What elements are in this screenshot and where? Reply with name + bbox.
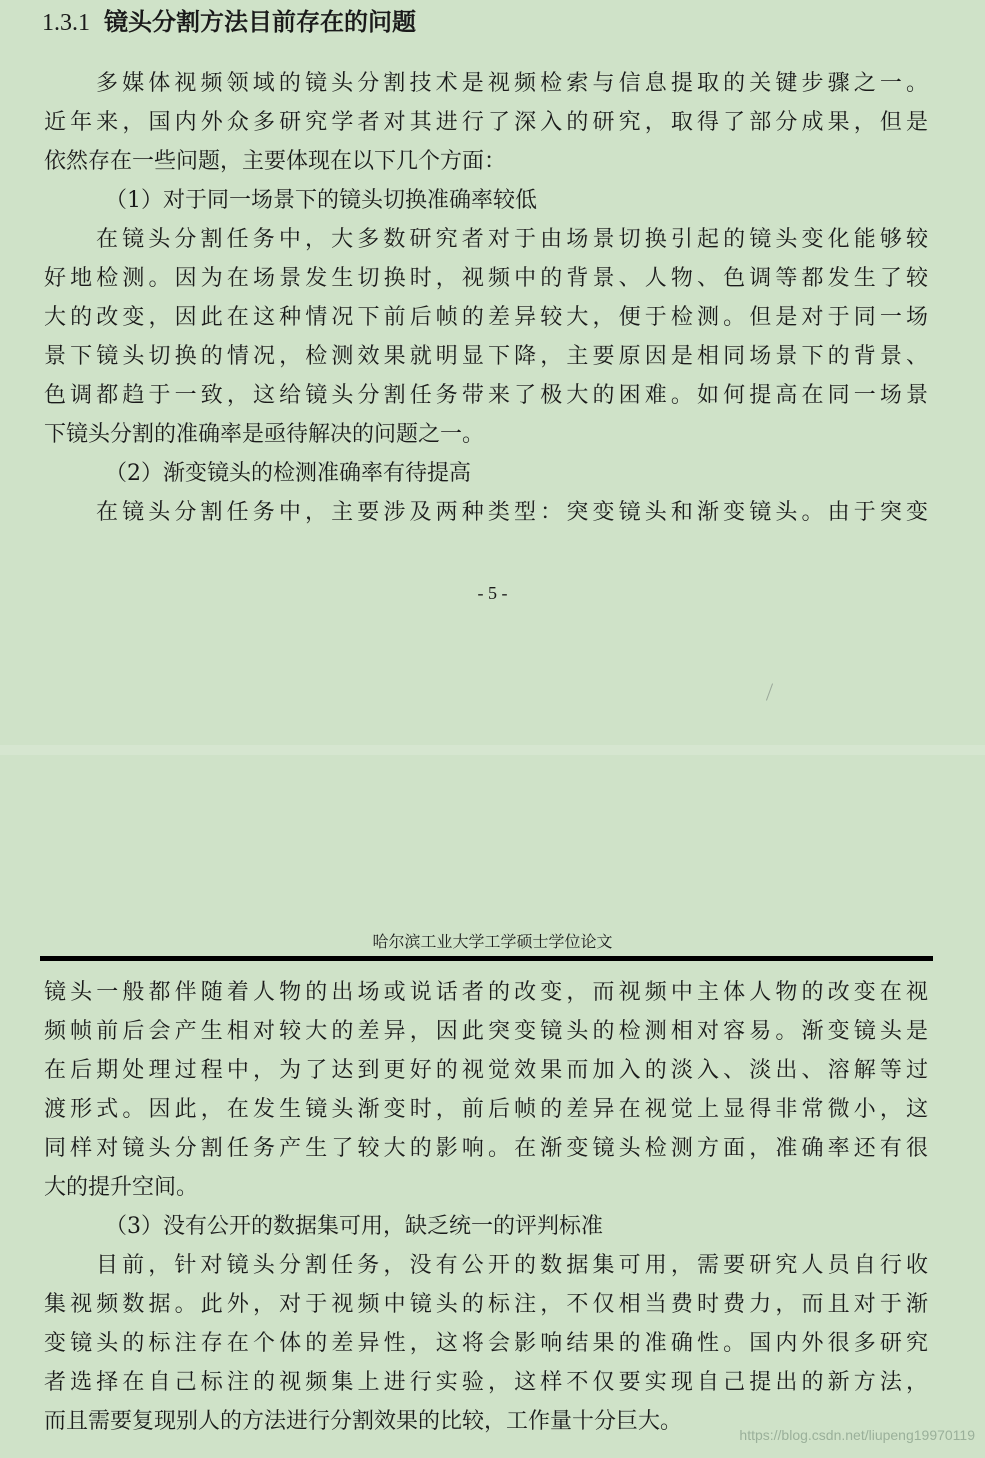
paragraph-line: 而且需要复现别人的方法进行分割效果的比较，工作量十分巨大。 bbox=[44, 1409, 683, 1434]
paragraph-line: 变镜头的标注存在个体的差异性，这将会影响结果的准确性。国内外很多研究 bbox=[44, 1331, 928, 1356]
paragraph-line: 频帧前后会产生相对较大的差异，因此突变镜头的检测相对容易。渐变镜头是 bbox=[44, 1019, 928, 1044]
paragraph-line: 镜头一般都伴随着人物的出场或说话者的改变，而视频中主体人物的改变在视 bbox=[44, 980, 928, 1005]
section-heading bbox=[42, 4, 416, 41]
paragraph-line: 集视频数据。此外，对于视频中镜头的标注，不仅相当费时费力，而且对于渐 bbox=[44, 1292, 928, 1317]
paragraph-line: 下镜头分割的准确率是亟待解决的问题之一。 bbox=[44, 422, 485, 447]
paragraph-line: 大的改变，因此在这种情况下前后帧的差异较大，便于检测。但是对于同一场 bbox=[44, 305, 928, 330]
paragraph-line: 在镜头分割任务中，大多数研究者对于由场景切换引起的镜头变化能够较 bbox=[96, 227, 928, 252]
page-number: - 5 - bbox=[477, 583, 508, 603]
subheading-2: （2）渐变镜头的检测准确率有待提高 bbox=[105, 461, 471, 486]
paragraph-line: 在镜头分割任务中，主要涉及两种类型：突变镜头和渐变镜头。由于突变 bbox=[96, 500, 928, 525]
paragraph-line: 在后期处理过程中，为了达到更好的视觉效果而加入的淡入、淡出、溶解等过 bbox=[44, 1058, 928, 1083]
paragraph-line: 色调都趋于一致，这给镜头分割任务带来了极大的困难。如何提高在同一场景 bbox=[44, 383, 928, 408]
paragraph-line: 同样对镜头分割任务产生了较大的影响。在渐变镜头检测方面，准确率还有很 bbox=[44, 1136, 928, 1161]
paragraph-line: 近年来，国内外众多研究学者对其进行了深入的研究，取得了部分成果，但是 bbox=[44, 110, 928, 135]
paragraph-line: 多媒体视频领域的镜头分割技术是视频检索与信息提取的关键步骤之一。 bbox=[96, 71, 928, 96]
paragraph-line: 渡形式。因此，在发生镜头渐变时，前后帧的差异在视觉上显得非常微小，这 bbox=[44, 1097, 928, 1122]
paragraph-line: 目前，针对镜头分割任务，没有公开的数据集可用，需要研究人员自行收 bbox=[96, 1253, 928, 1278]
section-number: 1.3.1 bbox=[42, 10, 90, 36]
paragraph-line: 景下镜头切换的情况，检测效果就明显下降，主要原因是相同场景下的背景、 bbox=[44, 344, 928, 369]
section-title: 镜头分割方法目前存在的问题 bbox=[104, 8, 416, 36]
paragraph-line: 依然存在一些问题，主要体现在以下几个方面： bbox=[44, 149, 507, 174]
header-rule bbox=[40, 956, 933, 961]
paragraph-line: 大的提升空间。 bbox=[44, 1175, 199, 1200]
watermark-url: https://blog.csdn.net/liupeng19970119 bbox=[739, 1427, 975, 1443]
running-header: 哈尔滨工业大学工学硕士学位论文 bbox=[372, 932, 613, 951]
subheading-3: （3）没有公开的数据集可用，缺乏统一的评判标准 bbox=[105, 1214, 603, 1239]
paragraph-line: 者选择在自己标注的视频集上进行实验，这样不仅要实现自己提出的新方法， bbox=[44, 1370, 928, 1395]
page-separator bbox=[0, 745, 985, 755]
paragraph-line: 好地检测。因为在场景发生切换时，视频中的背景、人物、色调等都发生了较 bbox=[44, 266, 928, 291]
subheading-1: （1）对于同一场景下的镜头切换准确率较低 bbox=[105, 188, 537, 213]
